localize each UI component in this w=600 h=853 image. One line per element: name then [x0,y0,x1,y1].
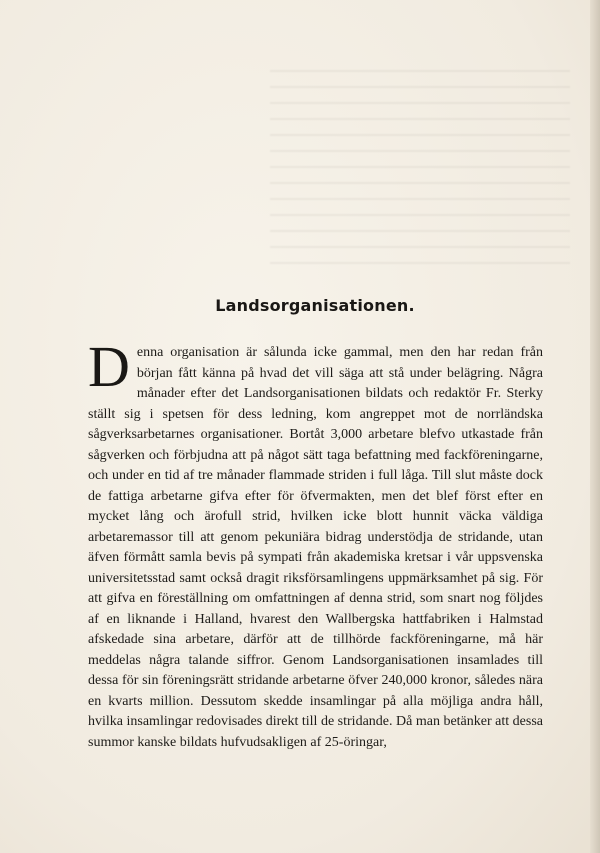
chapter-heading: Landsorganisationen. [215,296,415,315]
show-through-text [270,70,570,270]
page-edge [590,0,600,853]
body-paragraph: enna organisation är sålunda icke gammal, men den har redan från början fått känna på hvad det vill säga att stå under belägring. Några månader efter det Landsorganisationen bildats och redaktör Fr. Sterky ställt sig i spetsen för dess ledning, kom angreppet mot de norrländska sågverksarbetarnes organisationer. Bortåt 3,000 arbetare blefvo utkastade från sågverken och förbjudna att på något sätt taga befattning med fackföreningarne, och under en tid af tre månader flammade striden i full låga. Till slut måste dock de fattiga arbetarne gifva efter för öfvermakten, men det blef först efter en mycket lång och ärofull strid, hvilken icke blott hunnit väcka väldiga arbetaremassor till att genom pekuniära bidrag understödja de stridande, utan äfven förmått samla bevis på sympati från akademiska kretsar i vår uppsvenska universitetsstad samt också dragit riksförsamlingens uppmärksamhet på sig. För att gifva en föreställning om omfattningen af denna strid, som snart nog följdes af en liknande i Halland, hvarest den Wallbergska hattfabriken i Halmstad afskedade sina arbetare, därför att de tillhörde fackföreningarne, må här meddelas några talande siffror. Genom Landsorganisationen insamlades till dessa för sin föreningsrätt stridande arbetarne öfver 240,000 kronor, således nära en kvarts million. Dessutom skedde insamlingar på alla möjliga andra håll, hvilka insamlingar redovisades direkt till de stridande. Då man betänker att dessa summor kanske bildats hufvudsakligen af 25-öringar, [88,345,543,750]
chapter-body [88,334,543,753]
drop-cap: D [88,334,130,399]
